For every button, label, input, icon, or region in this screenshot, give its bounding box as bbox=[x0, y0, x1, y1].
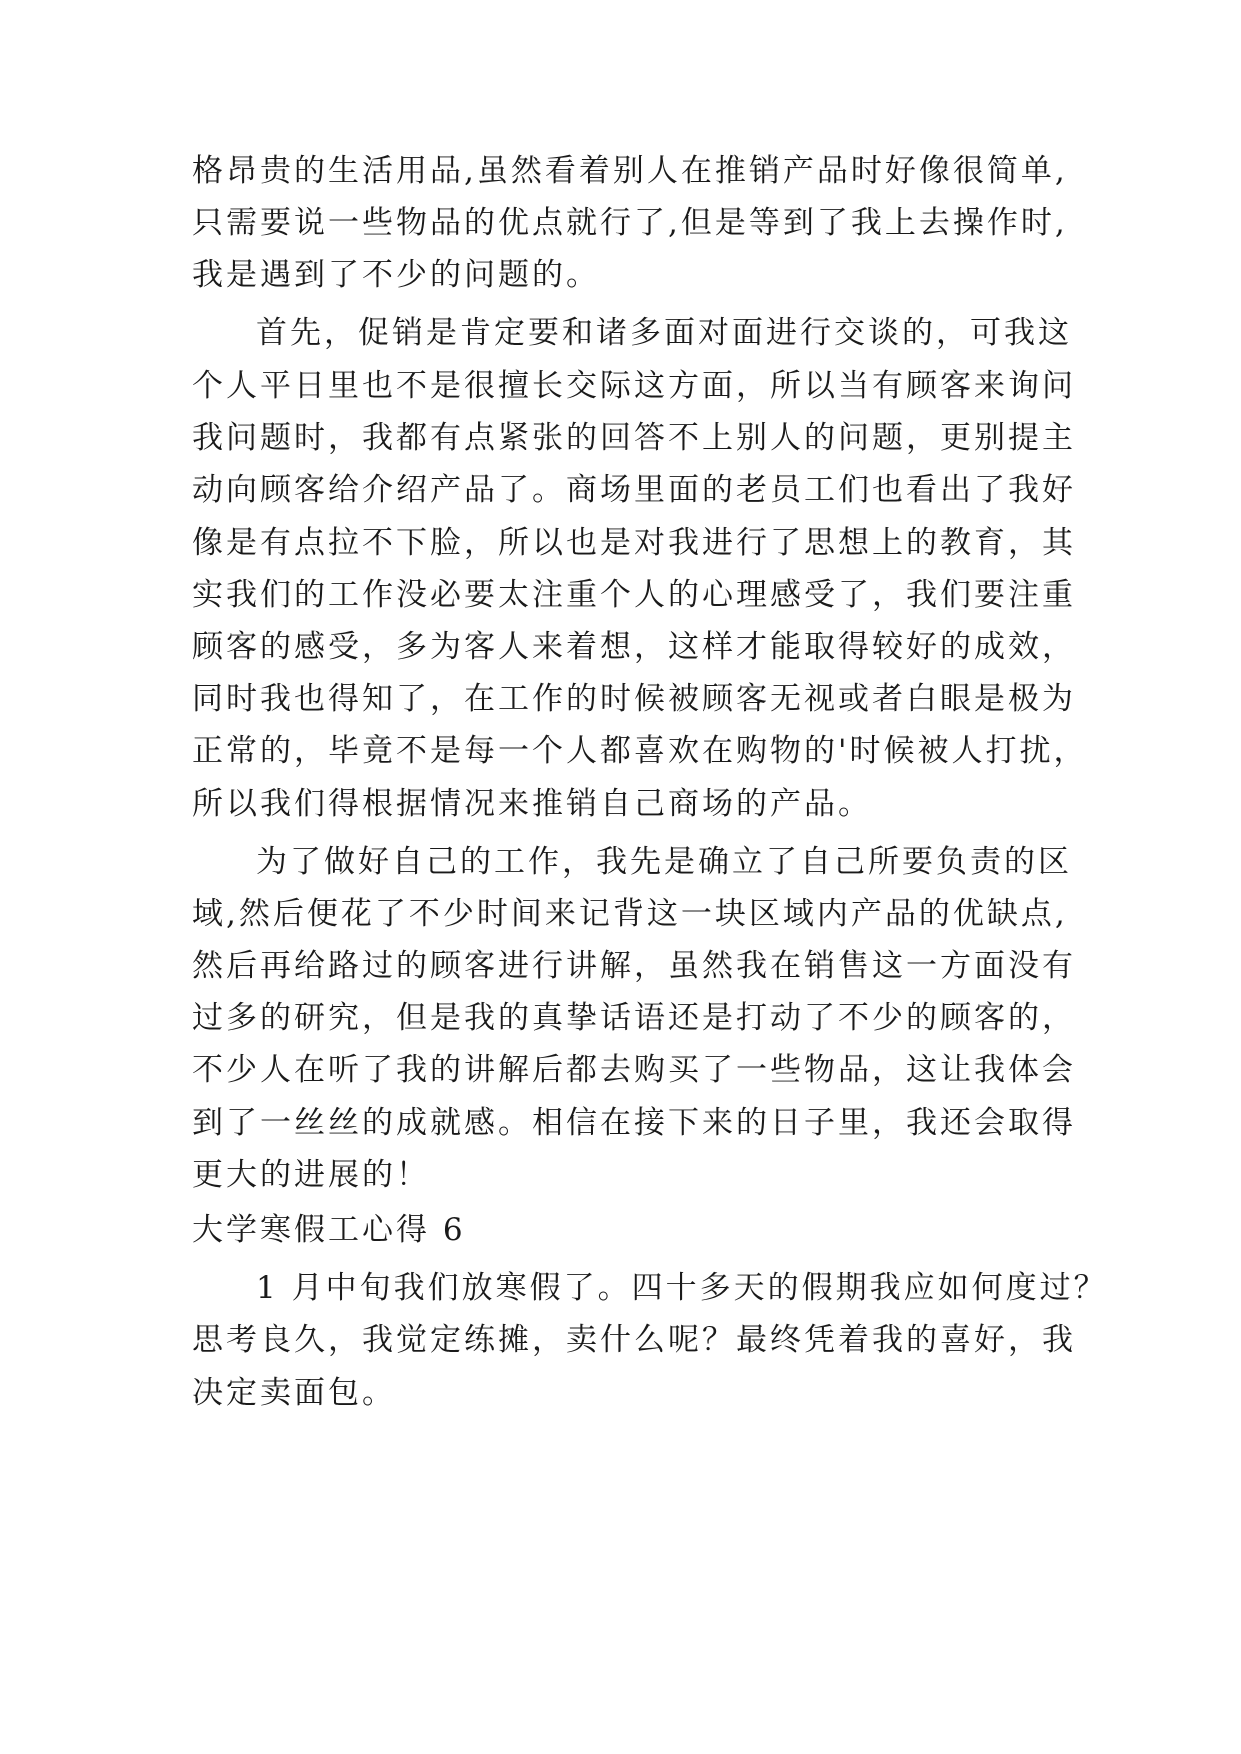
text-line: 然后再给路过的顾客进行讲解，虽然我在销售这一方面没有 bbox=[192, 948, 1076, 984]
text-line: 像是有点拉不下脸，所以也是对我进行了思想上的教育，其 bbox=[192, 525, 1076, 561]
text-line: 决定卖面包。 bbox=[192, 1375, 396, 1411]
text-line: 个人平日里也不是很擅长交际这方面，所以当有顾客来询问 bbox=[192, 368, 1076, 404]
section-heading: 大学寒假工心得 6 bbox=[192, 1212, 466, 1248]
text-line: 到了一丝丝的成就感。相信在接下来的日子里，我还会取得 bbox=[192, 1105, 1076, 1141]
text-line: 过多的研究，但是我的真挚话语还是打动了不少的顾客的， bbox=[192, 1000, 1076, 1036]
paragraph-first-line: 1 月中旬我们放寒假了。四十多天的假期我应如何度过？ bbox=[256, 1270, 1108, 1306]
text-line: 只需要说一些物品的优点就行了,但是等到了我上去操作时, bbox=[192, 205, 1068, 241]
text-line: 我是遇到了不少的问题的。 bbox=[192, 257, 600, 293]
text-line: 更大的进展的！ bbox=[192, 1157, 430, 1193]
text-line: 域,然后便花了不少时间来记背这一块区域内产品的优缺点, bbox=[192, 896, 1068, 932]
text-line: 所以我们得根据情况来推销自己商场的产品。 bbox=[192, 786, 872, 822]
text-line: 不少人在听了我的讲解后都去购买了一些物品，这让我体会 bbox=[192, 1052, 1076, 1088]
text-line: 正常的，毕竟不是每一个人都喜欢在购物的'时候被人打扰， bbox=[192, 733, 1088, 769]
paragraph-first-line: 首先，促销是肯定要和诸多面对面进行交谈的，可我这 bbox=[256, 315, 1072, 351]
text-line: 我问题时，我都有点紧张的回答不上别人的问题，更别提主 bbox=[192, 420, 1076, 456]
text-line: 顾客的感受，多为客人来着想，这样才能取得较好的成效， bbox=[192, 629, 1076, 665]
paragraph-first-line: 为了做好自己的工作，我先是确立了自己所要负责的区 bbox=[256, 844, 1072, 880]
text-line: 动向顾客给介绍产品了。商场里面的老员工们也看出了我好 bbox=[192, 472, 1076, 508]
text-line: 思考良久，我觉定练摊，卖什么呢？最终凭着我的喜好，我 bbox=[192, 1322, 1076, 1358]
text-line: 同时我也得知了，在工作的时候被顾客无视或者白眼是极为 bbox=[192, 681, 1076, 717]
text-line: 格昂贵的生活用品,虽然看着别人在推销产品时好像很简单, bbox=[192, 153, 1068, 189]
text-line: 实我们的工作没必要太注重个人的心理感受了，我们要注重 bbox=[192, 577, 1076, 613]
